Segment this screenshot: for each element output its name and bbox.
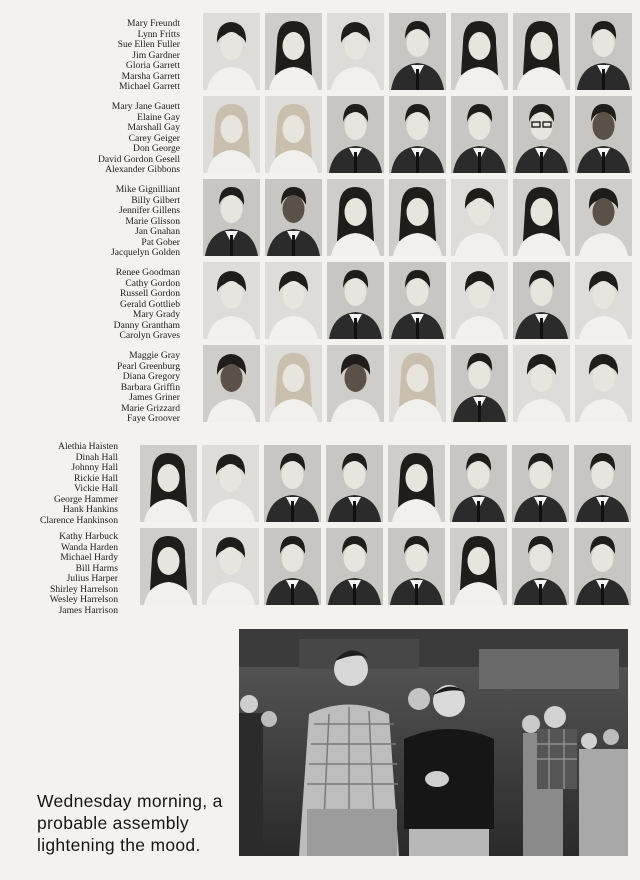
student-portrait xyxy=(575,13,632,90)
student-name: Wesley Harrelson xyxy=(49,594,118,605)
student-portrait xyxy=(203,13,260,90)
student-portrait xyxy=(512,445,569,522)
student-name: Wanda Harden xyxy=(60,541,118,553)
name-list xyxy=(114,268,180,342)
student-portrait xyxy=(451,179,508,256)
student-name: Gloria Garrett xyxy=(125,60,180,71)
student-name: Hank Hankins xyxy=(62,504,118,515)
name-list xyxy=(118,19,180,93)
student-portrait xyxy=(513,262,570,339)
student-portrait xyxy=(326,445,383,522)
student-portrait xyxy=(202,528,259,605)
student-portrait xyxy=(389,13,446,90)
student-portrait xyxy=(451,262,508,339)
student-name: Jan Gnahan xyxy=(134,226,180,237)
student-name: Michael Hardy xyxy=(60,552,118,563)
student-portrait xyxy=(574,445,631,522)
student-name: Don George xyxy=(133,143,180,154)
student-portrait xyxy=(389,345,446,422)
student-name: James Griner xyxy=(129,392,180,403)
student-portrait xyxy=(389,262,446,339)
student-name: Danny Grantham xyxy=(113,319,180,331)
student-portrait xyxy=(451,96,508,173)
caption-line: lightening the mood. xyxy=(37,835,201,855)
student-portrait xyxy=(326,528,383,605)
name-list xyxy=(98,102,180,176)
student-name: Mary Freundt xyxy=(126,18,180,29)
student-portrait xyxy=(327,345,384,422)
student-name: Marsha Garrett xyxy=(121,70,180,82)
student-portrait xyxy=(202,445,259,522)
student-portrait xyxy=(513,179,570,256)
student-name: Alethia Haisten xyxy=(58,441,118,452)
student-name: Bill Harms xyxy=(75,562,118,574)
student-name: Elaine Gay xyxy=(137,111,180,123)
student-portrait xyxy=(451,13,508,90)
student-portrait xyxy=(388,528,445,605)
student-name: Alexander Gibbons xyxy=(105,164,180,175)
student-name: Mary Grady xyxy=(132,309,180,320)
student-portrait xyxy=(327,13,384,90)
student-name: Clarence Hankinson xyxy=(39,514,118,526)
student-portrait xyxy=(265,96,322,173)
student-name: Lynn Fritts xyxy=(137,28,180,40)
student-name: Jennifer Gillens xyxy=(118,205,180,216)
student-portrait xyxy=(389,179,446,256)
student-portrait xyxy=(451,345,508,422)
student-name: Carolyn Graves xyxy=(119,330,180,341)
student-name: Shirley Harrelson xyxy=(50,583,118,595)
student-portrait xyxy=(575,96,632,173)
student-name: Billy Gilbert xyxy=(131,194,180,206)
student-name: James Harrison xyxy=(58,604,118,616)
caption-line: probable assembly xyxy=(37,813,189,833)
student-name: Jim Gardner xyxy=(132,49,180,61)
student-name: Julius Harper xyxy=(66,573,118,584)
student-portrait xyxy=(450,445,507,522)
student-name: Marie Grizzard xyxy=(121,402,180,414)
name-list xyxy=(40,442,118,526)
student-name: Kathy Harbuck xyxy=(59,531,118,542)
student-portrait xyxy=(140,445,197,522)
student-portrait xyxy=(264,445,321,522)
student-portrait xyxy=(327,179,384,256)
student-portrait xyxy=(265,179,322,256)
student-name: Michael Garrett xyxy=(119,81,180,92)
student-portrait xyxy=(265,13,322,90)
student-portrait xyxy=(203,96,260,173)
student-portrait xyxy=(512,528,569,605)
student-portrait xyxy=(265,262,322,339)
name-list xyxy=(117,351,180,425)
student-portrait xyxy=(265,345,322,422)
name-list xyxy=(111,185,180,259)
student-portrait xyxy=(327,96,384,173)
assembly-photo xyxy=(239,629,628,856)
student-name: Pearl Greenburg xyxy=(117,360,180,372)
student-portrait xyxy=(450,528,507,605)
student-name: Faye Groover xyxy=(126,413,180,424)
student-portrait xyxy=(513,96,570,173)
photo-caption xyxy=(37,790,223,856)
name-list xyxy=(50,532,118,616)
assembly-photo-image xyxy=(239,629,628,856)
student-name: Marie Glisson xyxy=(125,215,180,227)
student-portrait xyxy=(513,345,570,422)
student-portrait xyxy=(140,528,197,605)
student-name: Gerald Gottlieb xyxy=(120,298,180,310)
student-portrait xyxy=(203,262,260,339)
student-name: Sue Ellen Fuller xyxy=(117,39,180,50)
student-name: Johnny Hall xyxy=(71,462,118,473)
student-portrait xyxy=(513,13,570,90)
caption-line: Wednesday morning, a xyxy=(37,791,223,811)
student-portrait xyxy=(574,528,631,605)
student-name: Pat Gober xyxy=(141,236,180,248)
student-name: Vickie Hall xyxy=(74,483,118,494)
student-name: David Gordon Gesell xyxy=(97,153,180,165)
student-name: Dinah Hall xyxy=(75,451,118,463)
student-name: Russell Gordon xyxy=(120,288,180,299)
student-portrait xyxy=(389,96,446,173)
student-name: George Hammer xyxy=(53,493,118,505)
student-name: Barbara Griffin xyxy=(120,381,180,393)
student-name: Mary Jane Gauett xyxy=(111,101,180,112)
student-name: Mike Gignilliant xyxy=(115,184,180,195)
student-name: Maggie Gray xyxy=(129,350,180,361)
student-portrait xyxy=(264,528,321,605)
student-name: Cathy Gordon xyxy=(125,277,180,289)
student-name: Diana Gregory xyxy=(122,371,180,382)
student-name: Jacquelyn Golden xyxy=(110,247,180,258)
student-portrait xyxy=(327,262,384,339)
student-portrait xyxy=(575,345,632,422)
student-name: Carey Geiger xyxy=(128,132,180,144)
student-portrait xyxy=(203,179,260,256)
student-portrait xyxy=(388,445,445,522)
student-name: Rickie Hall xyxy=(74,472,118,484)
student-name: Renee Goodman xyxy=(115,267,180,278)
student-portrait xyxy=(203,345,260,422)
student-name: Marshall Gay xyxy=(127,122,180,133)
student-portrait xyxy=(575,179,632,256)
student-portrait xyxy=(575,262,632,339)
